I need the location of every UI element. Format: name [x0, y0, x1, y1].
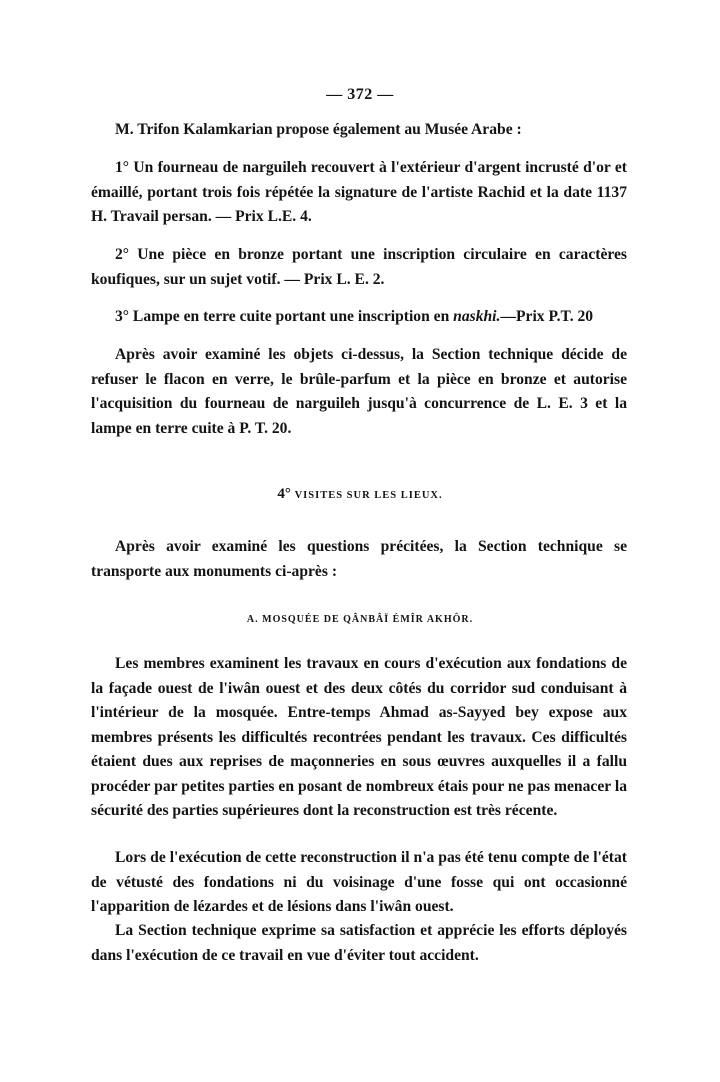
- body-paragraph-3: La Section technique exprime sa satisfaction et apprécie les efforts déployés dans l'exécution de ce travail en vue d'éviter tout accident.: [91, 922, 627, 964]
- section-intro-paragraph: Après avoir examiné les questions précitées, la Section technique se transporte aux monuments ci-après :: [91, 538, 627, 580]
- item-1-paragraph: 1° Un fourneau de narguileh recouvert à l'extérieur d'argent incrusté d'or et émaillé, portant trois fois répétée la signature de l'artiste Rachid et la date 1137 H. Travail persan. — Prix L.E. 4.: [91, 159, 627, 225]
- section-number: 4°: [277, 486, 291, 502]
- item-3-text: 3° Lampe en terre cuite portant une inscription en: [115, 308, 454, 325]
- item-3-italic: naskhi.: [453, 308, 501, 325]
- item-3-paragraph: [91, 305, 627, 330]
- item-2-paragraph: 2° Une pièce en bronze portant une inscription circulaire en caractères koufiques, sur un sujet votif. — Prix L. E. 2.: [91, 246, 627, 288]
- item-3-price: —Prix P.T. 20: [500, 308, 594, 325]
- body-paragraph-2: Lors de l'exécution de cette reconstruction il n'a pas été tenu compte de l'état de vétusté des fondations ni du voisinage d'une fosse qui ont occasionné l'apparition de lézardes et de lésions dans l'iwân ouest.: [91, 849, 627, 915]
- subheading: A. MOSQUÉE DE QÂNBÂÏ ÉMÎR AKHÔR.: [246, 614, 474, 625]
- intro-paragraph: M. Trifon Kalamkarian propose également au Musée Arabe :: [115, 121, 522, 138]
- body-paragraph-1: Les membres examinent les travaux en cours d'exécution aux fondations de la façade ouest de l'iwân ouest et des deux côtés du corridor sud conduisant à l'intérieur de la mosquée. Entre-temps Ahmad as-Sayyed bey expose aux membres présents les difficultés recontrées pendant les travaux. Ces difficultés étaient dues aux reprises de maçonneries en sous œuvres auxquelles il a fallu procéder par petites parties en posant de nombreux étais pour ne pas menacer la sécurité des parties supérieures dont la reconstruction est très récente.: [91, 655, 627, 819]
- section-heading: [0, 486, 720, 503]
- page-number: — 372 —: [326, 86, 394, 103]
- decision-paragraph: Après avoir examiné les objets ci-dessus, la Section technique décide de refuser le flacon en verre, le brûle-parfum et la pièce en bronze et autorise l'acquisition du fourneau de narguileh jusqu'à concurrence de L. E. 3 et la lampe en terre cuite à P. T. 20.: [91, 346, 627, 437]
- section-title: VISITES SUR LES LIEUX.: [294, 490, 443, 501]
